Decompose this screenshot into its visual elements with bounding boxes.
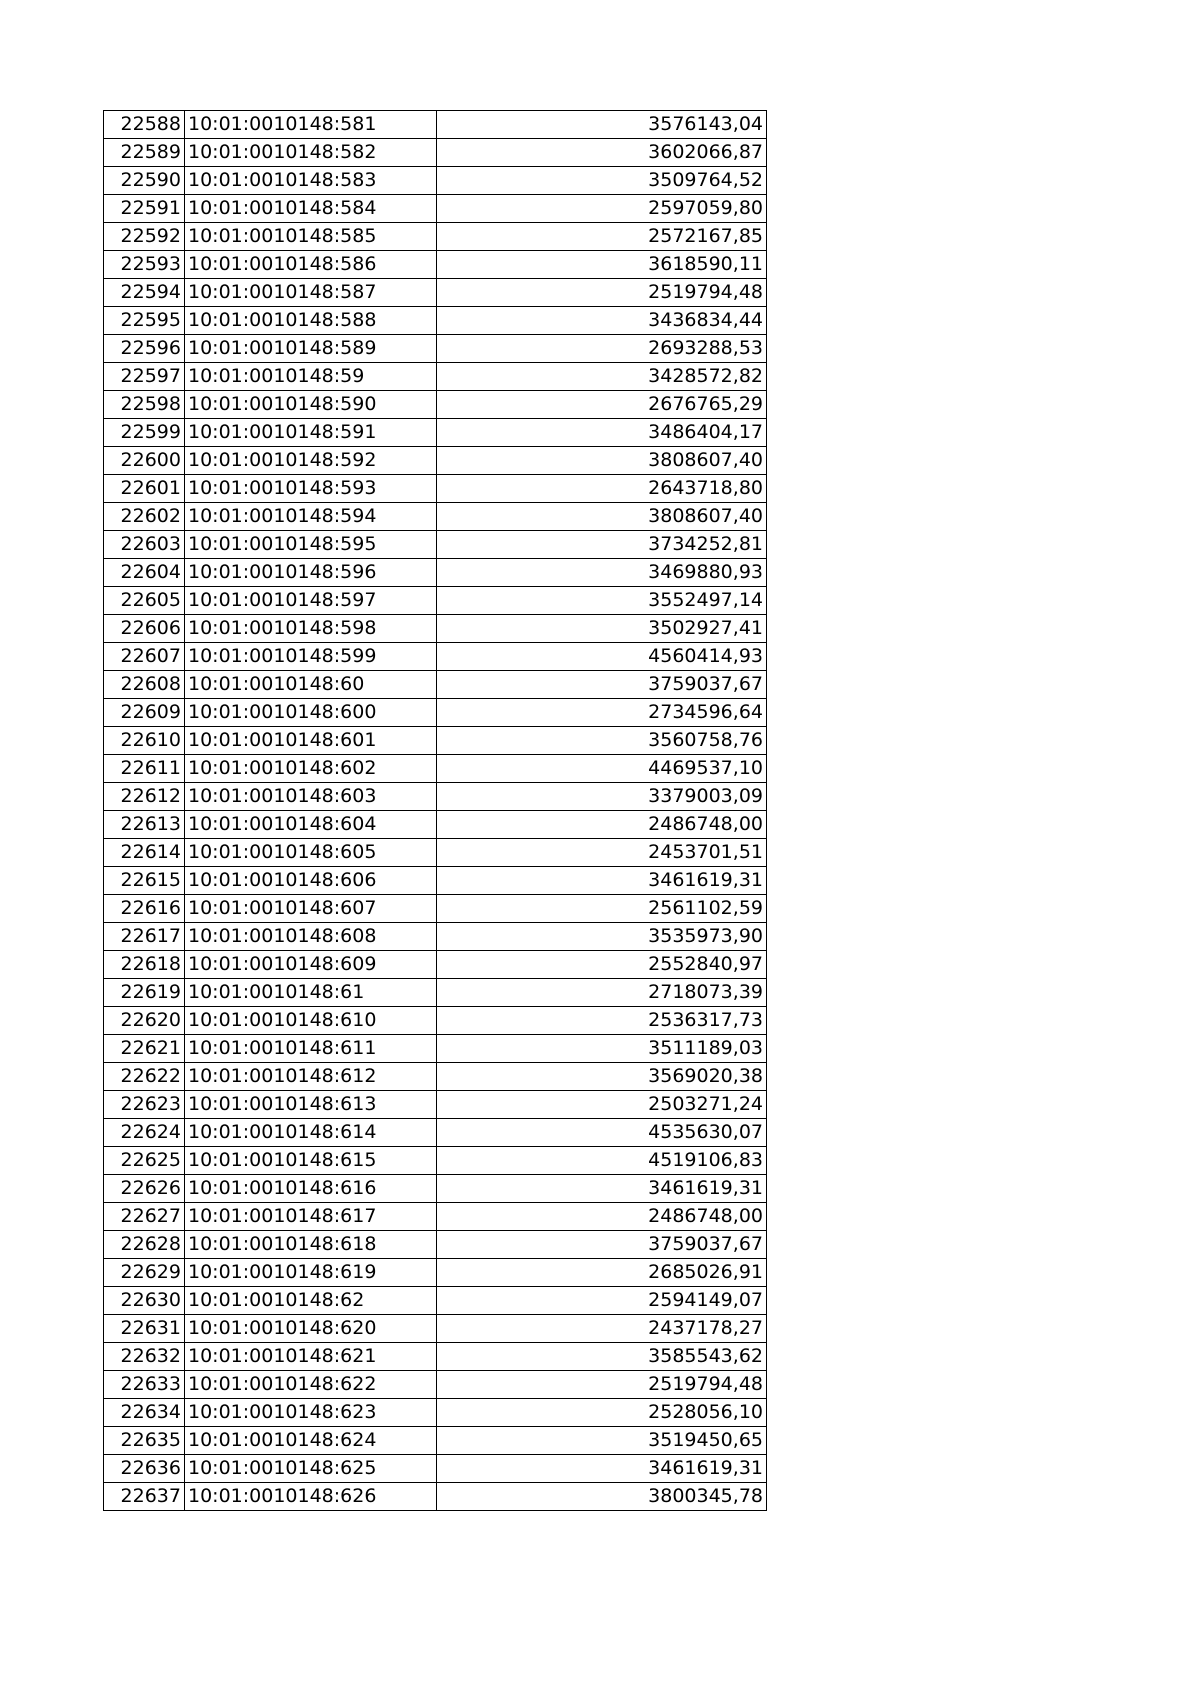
row-number-cell: 22627 [104, 1203, 185, 1231]
cadastral-value-cell: 3502927,41 [437, 615, 767, 643]
cadastral-number-cell: 10:01:0010148:596 [185, 559, 437, 587]
table-row [104, 1455, 767, 1483]
cadastral-value-cell: 2503271,24 [437, 1091, 767, 1119]
cadastral-number-cell: 10:01:0010148:590 [185, 391, 437, 419]
cadastral-value-cell: 3618590,11 [437, 251, 767, 279]
cadastral-number-cell: 10:01:0010148:614 [185, 1119, 437, 1147]
cadastral-value-cell: 3379003,09 [437, 783, 767, 811]
table-row [104, 1007, 767, 1035]
row-number-cell: 22620 [104, 1007, 185, 1035]
table-row [104, 363, 767, 391]
table-row [104, 139, 767, 167]
table-row [104, 531, 767, 559]
cadastral-number-cell: 10:01:0010148:594 [185, 503, 437, 531]
table-row [104, 1399, 767, 1427]
cadastral-value-cell: 2486748,00 [437, 811, 767, 839]
row-number-cell: 22626 [104, 1175, 185, 1203]
cadastral-value-cell: 2676765,29 [437, 391, 767, 419]
table-row [104, 167, 767, 195]
cadastral-number-cell: 10:01:0010148:582 [185, 139, 437, 167]
cadastral-number-cell: 10:01:0010148:612 [185, 1063, 437, 1091]
cadastral-number-cell: 10:01:0010148:625 [185, 1455, 437, 1483]
cadastral-value-cell: 4535630,07 [437, 1119, 767, 1147]
row-number-cell: 22633 [104, 1371, 185, 1399]
cadastral-number-cell: 10:01:0010148:608 [185, 923, 437, 951]
table-row [104, 279, 767, 307]
table-row [104, 1063, 767, 1091]
row-number-cell: 22603 [104, 531, 185, 559]
cadastral-number-cell: 10:01:0010148:613 [185, 1091, 437, 1119]
cadastral-value-cell: 3552497,14 [437, 587, 767, 615]
cadastral-number-cell: 10:01:0010148:593 [185, 475, 437, 503]
row-number-cell: 22635 [104, 1427, 185, 1455]
cadastral-number-cell: 10:01:0010148:618 [185, 1231, 437, 1259]
cadastral-number-cell: 10:01:0010148:610 [185, 1007, 437, 1035]
table-row [104, 811, 767, 839]
table-row [104, 671, 767, 699]
row-number-cell: 22637 [104, 1483, 185, 1511]
cadastral-value-cell: 3461619,31 [437, 1455, 767, 1483]
cadastral-value-cell: 3808607,40 [437, 447, 767, 475]
cadastral-value-cell: 2453701,51 [437, 839, 767, 867]
cadastral-value-cell: 3461619,31 [437, 867, 767, 895]
cadastral-value-cell: 3486404,17 [437, 419, 767, 447]
table-row [104, 1315, 767, 1343]
cadastral-value-cell: 3461619,31 [437, 1175, 767, 1203]
cadastral-number-cell: 10:01:0010148:602 [185, 755, 437, 783]
cadastral-value-cell: 3734252,81 [437, 531, 767, 559]
cadastral-value-cell: 3569020,38 [437, 1063, 767, 1091]
table-row [104, 587, 767, 615]
row-number-cell: 22612 [104, 783, 185, 811]
cadastral-value-cell: 2685026,91 [437, 1259, 767, 1287]
cadastral-number-cell: 10:01:0010148:591 [185, 419, 437, 447]
cadastral-number-cell: 10:01:0010148:587 [185, 279, 437, 307]
table-row [104, 839, 767, 867]
row-number-cell: 22590 [104, 167, 185, 195]
row-number-cell: 22618 [104, 951, 185, 979]
row-number-cell: 22629 [104, 1259, 185, 1287]
cadastral-value-cell: 3808607,40 [437, 503, 767, 531]
cadastral-number-cell: 10:01:0010148:588 [185, 307, 437, 335]
table-row [104, 1231, 767, 1259]
row-number-cell: 22592 [104, 223, 185, 251]
table-row [104, 727, 767, 755]
table-row [104, 475, 767, 503]
cadastral-value-cell: 3519450,65 [437, 1427, 767, 1455]
cadastral-number-cell: 10:01:0010148:585 [185, 223, 437, 251]
table-row [104, 1175, 767, 1203]
row-number-cell: 22600 [104, 447, 185, 475]
row-number-cell: 22619 [104, 979, 185, 1007]
row-number-cell: 22614 [104, 839, 185, 867]
cadastral-number-cell: 10:01:0010148:619 [185, 1259, 437, 1287]
cadastral-value-cell: 3602066,87 [437, 139, 767, 167]
row-number-cell: 22628 [104, 1231, 185, 1259]
cadastral-value-cell: 3759037,67 [437, 1231, 767, 1259]
row-number-cell: 22636 [104, 1455, 185, 1483]
cadastral-number-cell: 10:01:0010148:617 [185, 1203, 437, 1231]
cadastral-number-cell: 10:01:0010148:605 [185, 839, 437, 867]
cadastral-number-cell: 10:01:0010148:606 [185, 867, 437, 895]
cadastral-number-cell: 10:01:0010148:623 [185, 1399, 437, 1427]
cadastral-number-cell: 10:01:0010148:615 [185, 1147, 437, 1175]
table-row [104, 895, 767, 923]
cadastral-number-cell: 10:01:0010148:584 [185, 195, 437, 223]
cadastral-number-cell: 10:01:0010148:60 [185, 671, 437, 699]
cadastral-value-cell: 2519794,48 [437, 1371, 767, 1399]
cadastral-value-cell: 3469880,93 [437, 559, 767, 587]
table-row [104, 1147, 767, 1175]
table-row [104, 755, 767, 783]
cadastral-value-cell: 2594149,07 [437, 1287, 767, 1315]
table-row [104, 699, 767, 727]
cadastral-number-cell: 10:01:0010148:603 [185, 783, 437, 811]
cadastral-number-cell: 10:01:0010148:611 [185, 1035, 437, 1063]
table-row [104, 335, 767, 363]
cadastral-number-cell: 10:01:0010148:626 [185, 1483, 437, 1511]
table-row [104, 951, 767, 979]
cadastral-number-cell: 10:01:0010148:597 [185, 587, 437, 615]
cadastral-number-cell: 10:01:0010148:600 [185, 699, 437, 727]
cadastral-number-cell: 10:01:0010148:622 [185, 1371, 437, 1399]
table-row [104, 1203, 767, 1231]
cadastral-value-cell: 2693288,53 [437, 335, 767, 363]
cadastral-value-cell: 3428572,82 [437, 363, 767, 391]
cadastral-value-cell: 2528056,10 [437, 1399, 767, 1427]
cadastral-value-cell: 2572167,85 [437, 223, 767, 251]
row-number-cell: 22608 [104, 671, 185, 699]
row-number-cell: 22606 [104, 615, 185, 643]
cadastral-number-cell: 10:01:0010148:592 [185, 447, 437, 475]
cadastral-number-cell: 10:01:0010148:607 [185, 895, 437, 923]
table-row [104, 1483, 767, 1511]
row-number-cell: 22594 [104, 279, 185, 307]
row-number-cell: 22595 [104, 307, 185, 335]
row-number-cell: 22601 [104, 475, 185, 503]
row-number-cell: 22617 [104, 923, 185, 951]
table-row [104, 307, 767, 335]
cadastral-number-cell: 10:01:0010148:624 [185, 1427, 437, 1455]
cadastral-value-table [103, 110, 767, 1511]
table-row [104, 195, 767, 223]
table-row [104, 923, 767, 951]
cadastral-value-cell: 4469537,10 [437, 755, 767, 783]
row-number-cell: 22609 [104, 699, 185, 727]
table-row [104, 223, 767, 251]
row-number-cell: 22597 [104, 363, 185, 391]
row-number-cell: 22591 [104, 195, 185, 223]
cadastral-value-cell: 2734596,64 [437, 699, 767, 727]
row-number-cell: 22624 [104, 1119, 185, 1147]
row-number-cell: 22632 [104, 1343, 185, 1371]
cadastral-number-cell: 10:01:0010148:599 [185, 643, 437, 671]
row-number-cell: 22596 [104, 335, 185, 363]
cadastral-number-cell: 10:01:0010148:589 [185, 335, 437, 363]
cadastral-number-cell: 10:01:0010148:595 [185, 531, 437, 559]
cadastral-value-cell: 2643718,80 [437, 475, 767, 503]
cadastral-value-cell: 3585543,62 [437, 1343, 767, 1371]
row-number-cell: 22593 [104, 251, 185, 279]
row-number-cell: 22607 [104, 643, 185, 671]
cadastral-value-cell: 3436834,44 [437, 307, 767, 335]
cadastral-number-cell: 10:01:0010148:621 [185, 1343, 437, 1371]
cadastral-number-cell: 10:01:0010148:609 [185, 951, 437, 979]
row-number-cell: 22604 [104, 559, 185, 587]
table-row [104, 1427, 767, 1455]
cadastral-value-cell: 2519794,48 [437, 279, 767, 307]
table-row [104, 1259, 767, 1287]
table-row [104, 1343, 767, 1371]
table-row [104, 559, 767, 587]
row-number-cell: 22623 [104, 1091, 185, 1119]
row-number-cell: 22616 [104, 895, 185, 923]
table-body [104, 111, 767, 1511]
row-number-cell: 22602 [104, 503, 185, 531]
table-row [104, 1119, 767, 1147]
cadastral-number-cell: 10:01:0010148:586 [185, 251, 437, 279]
cadastral-value-cell: 2486748,00 [437, 1203, 767, 1231]
row-number-cell: 22598 [104, 391, 185, 419]
table-row [104, 979, 767, 1007]
table-row [104, 643, 767, 671]
cadastral-number-cell: 10:01:0010148:616 [185, 1175, 437, 1203]
row-number-cell: 22589 [104, 139, 185, 167]
cadastral-value-cell: 3511189,03 [437, 1035, 767, 1063]
table-row [104, 1287, 767, 1315]
cadastral-number-cell: 10:01:0010148:581 [185, 111, 437, 139]
cadastral-value-cell: 3759037,67 [437, 671, 767, 699]
cadastral-value-cell: 2536317,73 [437, 1007, 767, 1035]
table-row [104, 1371, 767, 1399]
table-row [104, 251, 767, 279]
cadastral-value-cell: 2597059,80 [437, 195, 767, 223]
cadastral-value-cell: 2718073,39 [437, 979, 767, 1007]
cadastral-number-cell: 10:01:0010148:598 [185, 615, 437, 643]
row-number-cell: 22599 [104, 419, 185, 447]
row-number-cell: 22630 [104, 1287, 185, 1315]
table-row [104, 1091, 767, 1119]
cadastral-number-cell: 10:01:0010148:620 [185, 1315, 437, 1343]
cadastral-number-cell: 10:01:0010148:604 [185, 811, 437, 839]
table-row [104, 503, 767, 531]
cadastral-value-cell: 3535973,90 [437, 923, 767, 951]
table-row [104, 615, 767, 643]
table-row [104, 1035, 767, 1063]
table-row [104, 111, 767, 139]
cadastral-value-cell: 3576143,04 [437, 111, 767, 139]
row-number-cell: 22625 [104, 1147, 185, 1175]
cadastral-value-cell: 3560758,76 [437, 727, 767, 755]
cadastral-number-cell: 10:01:0010148:583 [185, 167, 437, 195]
row-number-cell: 22610 [104, 727, 185, 755]
cadastral-value-cell: 2561102,59 [437, 895, 767, 923]
row-number-cell: 22631 [104, 1315, 185, 1343]
table-row [104, 867, 767, 895]
row-number-cell: 22622 [104, 1063, 185, 1091]
table-row [104, 419, 767, 447]
table-row [104, 783, 767, 811]
row-number-cell: 22621 [104, 1035, 185, 1063]
cadastral-number-cell: 10:01:0010148:62 [185, 1287, 437, 1315]
cadastral-number-cell: 10:01:0010148:59 [185, 363, 437, 391]
row-number-cell: 22613 [104, 811, 185, 839]
row-number-cell: 22605 [104, 587, 185, 615]
row-number-cell: 22615 [104, 867, 185, 895]
cadastral-number-cell: 10:01:0010148:601 [185, 727, 437, 755]
cadastral-value-cell: 4560414,93 [437, 643, 767, 671]
cadastral-value-cell: 3800345,78 [437, 1483, 767, 1511]
table-row [104, 391, 767, 419]
cadastral-value-cell: 2552840,97 [437, 951, 767, 979]
row-number-cell: 22588 [104, 111, 185, 139]
cadastral-value-cell: 2437178,27 [437, 1315, 767, 1343]
table-row [104, 447, 767, 475]
row-number-cell: 22611 [104, 755, 185, 783]
cadastral-value-cell: 4519106,83 [437, 1147, 767, 1175]
row-number-cell: 22634 [104, 1399, 185, 1427]
cadastral-value-cell: 3509764,52 [437, 167, 767, 195]
cadastral-number-cell: 10:01:0010148:61 [185, 979, 437, 1007]
